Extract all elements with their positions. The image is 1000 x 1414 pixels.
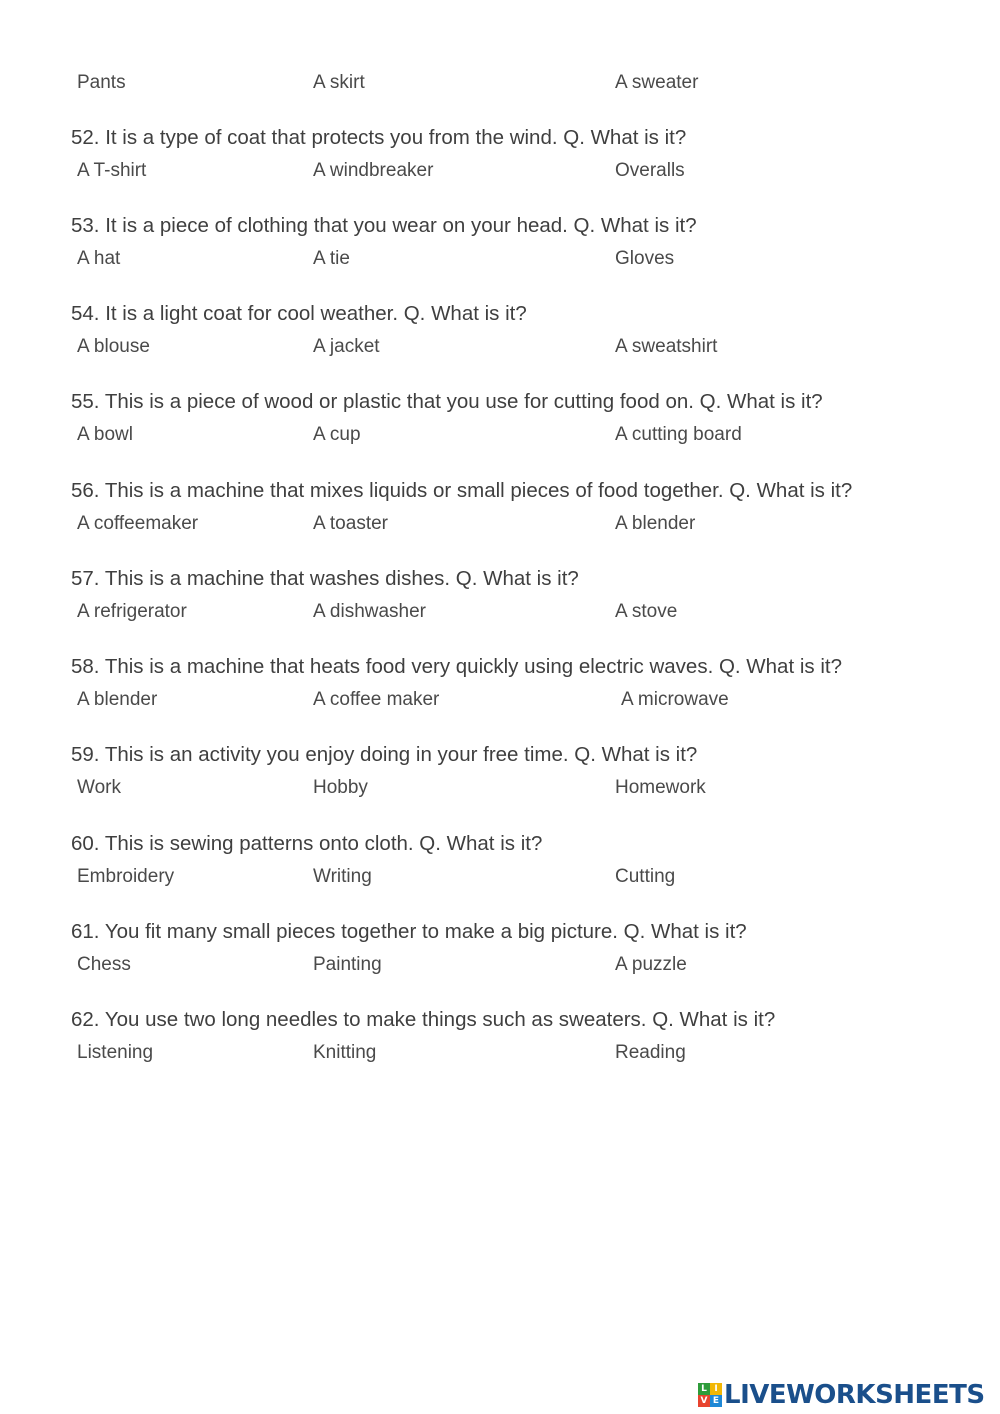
options-row-60	[0, 864, 1000, 890]
option[interactable]: Painting	[313, 954, 382, 975]
question-57: 57. This is a machine that washes dishes. Q. What is it?	[71, 567, 579, 590]
options-row-57	[0, 599, 1000, 625]
option[interactable]: A skirt	[313, 72, 365, 93]
option[interactable]: A puzzle	[615, 954, 687, 975]
option[interactable]: A jacket	[313, 336, 380, 357]
option[interactable]: A microwave	[621, 689, 729, 710]
option[interactable]: A dishwasher	[313, 601, 427, 622]
option[interactable]: A coffeemaker	[77, 513, 199, 534]
options-row-56	[0, 511, 1000, 537]
question-62: 62. You use two long needles to make things such as sweaters. Q. What is it?	[71, 1008, 776, 1031]
question-61: 61. You fit many small pieces together to make a big picture. Q. What is it?	[71, 920, 747, 943]
option[interactable]: Work	[77, 777, 121, 798]
option[interactable]: Writing	[313, 866, 372, 887]
options-row-59	[0, 775, 1000, 801]
option[interactable]: Listening	[77, 1042, 154, 1063]
option[interactable]: Knitting	[313, 1042, 377, 1063]
option[interactable]: Chess	[77, 954, 131, 975]
option[interactable]: A cutting board	[615, 424, 742, 445]
question-53: 53. It is a piece of clothing that you wear on your head. Q. What is it?	[71, 214, 697, 237]
options-row-52	[0, 158, 1000, 184]
question-59: 59. This is an activity you enjoy doing in your free time. Q. What is it?	[71, 743, 698, 766]
question-52: 52. It is a type of coat that protects you from the wind. Q. What is it?	[71, 126, 687, 149]
options-row-58	[0, 687, 1000, 713]
question-58: 58. This is a machine that heats food very quickly using electric waves. Q. What is it?	[71, 655, 842, 678]
options-row-61	[0, 952, 1000, 978]
option[interactable]: A T-shirt	[77, 160, 147, 181]
option[interactable]: Homework	[615, 777, 706, 798]
option[interactable]: Reading	[615, 1042, 686, 1063]
question-56: 56. This is a machine that mixes liquids or small pieces of food together. Q. What is it?	[71, 479, 853, 502]
option[interactable]: A refrigerator	[77, 601, 187, 622]
option[interactable]: A stove	[615, 601, 678, 622]
question-55: 55. This is a piece of wood or plastic that you use for cutting food on. Q. What is it?	[71, 390, 823, 413]
option[interactable]: Pants	[77, 72, 126, 93]
option[interactable]: A windbreaker	[313, 160, 434, 181]
question-60: 60. This is sewing patterns onto cloth. Q. What is it?	[71, 832, 543, 855]
options-row-62	[0, 1040, 1000, 1066]
logo-mark-icon: L I V E	[698, 1383, 722, 1407]
question-54: 54. It is a light coat for cool weather. Q. What is it?	[71, 302, 527, 325]
logo-text: LIVEWORKSHEETS	[724, 1380, 985, 1410]
options-row-54	[0, 334, 1000, 360]
option[interactable]: A blender	[77, 689, 158, 710]
options-row-55	[0, 422, 1000, 448]
option[interactable]: Embroidery	[77, 866, 175, 887]
option[interactable]: Hobby	[313, 777, 368, 798]
option[interactable]: A sweatshirt	[615, 336, 718, 357]
option[interactable]: A blender	[615, 513, 696, 534]
option[interactable]: A coffee maker	[313, 689, 440, 710]
option[interactable]: A sweater	[615, 72, 699, 93]
option[interactable]: Overalls	[615, 160, 685, 181]
option[interactable]: Cutting	[615, 866, 676, 887]
liveworksheets-logo	[698, 1380, 985, 1410]
option[interactable]: A toaster	[313, 513, 388, 534]
options-row-53	[0, 246, 1000, 272]
options-row-51	[0, 70, 1000, 96]
option[interactable]: A hat	[77, 248, 121, 269]
option[interactable]: Gloves	[615, 248, 675, 269]
option[interactable]: A bowl	[77, 424, 133, 445]
option[interactable]: A tie	[313, 248, 350, 269]
option[interactable]: A blouse	[77, 336, 150, 357]
option[interactable]: A cup	[313, 424, 361, 445]
